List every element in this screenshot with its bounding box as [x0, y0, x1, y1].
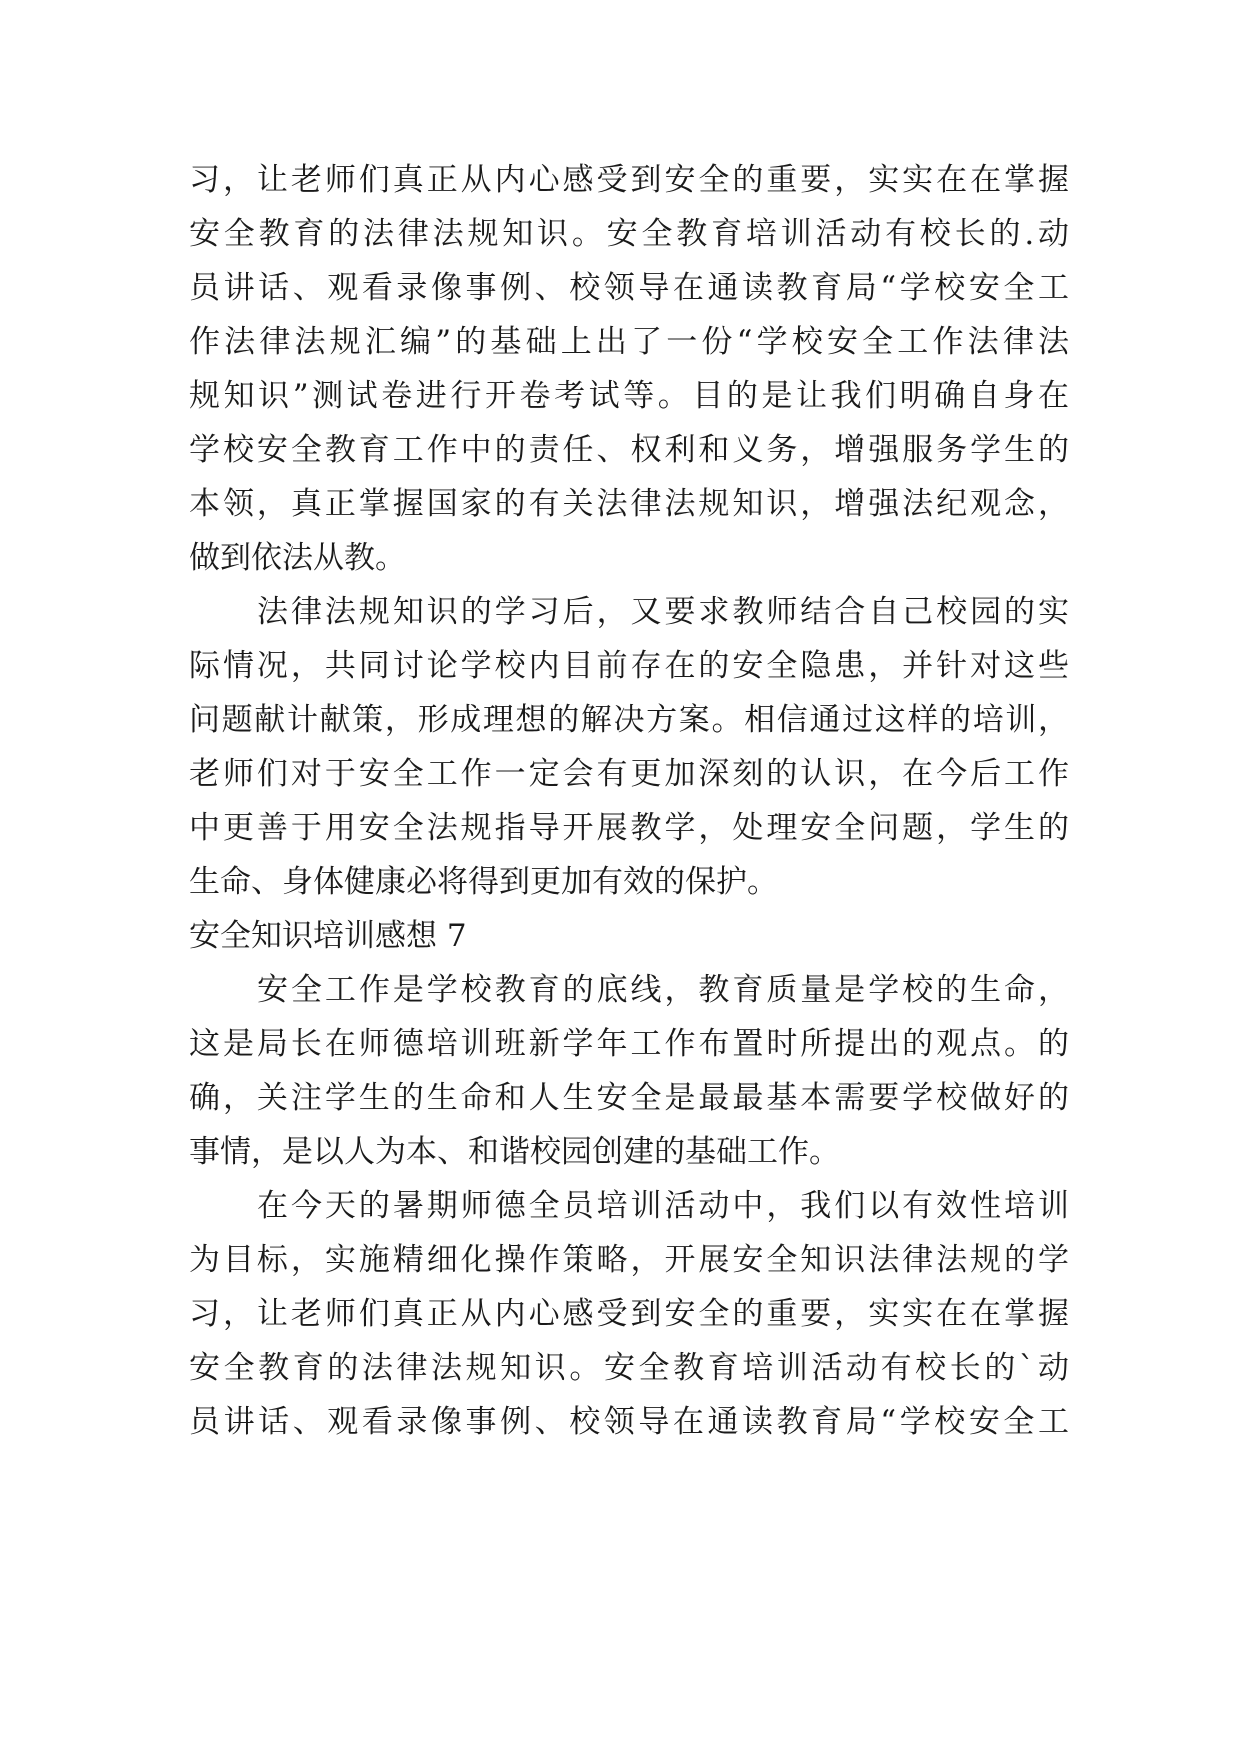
body-line: 学校安全教育工作中的责任、权利和义务，增强服务学生的 [189, 432, 1069, 468]
body-line: 问题献计献策，形成理想的解决方案。相信通过这样的培训， [189, 702, 1069, 738]
body-line: 为目标，实施精细化操作策略，开展安全知识法律法规的学 [189, 1242, 1069, 1278]
body-line: 员讲话、观看录像事例、校领导在通读教育局“学校安全工 [189, 1404, 1069, 1440]
paragraph-first-line: 在今天的暑期师德全员培训活动中，我们以有效性培训 [257, 1188, 1069, 1224]
section-heading: 安全知识培训感想 7 [189, 918, 467, 954]
body-line: 生命、身体健康必将得到更加有效的保护。 [189, 864, 778, 900]
body-line: 事情，是以人为本、和谐校园创建的基础工作。 [189, 1134, 840, 1170]
body-line: 做到依法从教。 [189, 540, 406, 576]
body-line: 确，关注学生的生命和人生安全是最最基本需要学校做好的 [189, 1080, 1069, 1116]
body-line: 安全教育的法律法规知识。安全教育培训活动有校长的`动 [189, 1350, 1069, 1386]
body-line: 际情况，共同讨论学校内目前存在的安全隐患，并针对这些 [189, 648, 1069, 684]
body-line: 安全教育的法律法规知识。安全教育培训活动有校长的.动 [189, 216, 1069, 252]
body-line: 习，让老师们真正从内心感受到安全的重要，实实在在掌握 [189, 1296, 1069, 1332]
body-line: 本领，真正掌握国家的有关法律法规知识，增强法纪观念， [189, 486, 1069, 522]
body-line: 习，让老师们真正从内心感受到安全的重要，实实在在掌握 [189, 162, 1069, 198]
paragraph-first-line: 安全工作是学校教育的底线，教育质量是学校的生命， [257, 972, 1069, 1008]
body-line: 员讲话、观看录像事例、校领导在通读教育局“学校安全工 [189, 270, 1069, 306]
body-line: 这是局长在师德培训班新学年工作布置时所提出的观点。的 [189, 1026, 1069, 1062]
body-line: 作法律法规汇编”的基础上出了一份“学校安全工作法律法 [189, 324, 1069, 360]
body-line: 规知识”测试卷进行开卷考试等。目的是让我们明确自身在 [189, 378, 1069, 414]
paragraph-first-line: 法律法规知识的学习后，又要求教师结合自己校园的实 [257, 594, 1069, 630]
body-line: 老师们对于安全工作一定会有更加深刻的认识，在今后工作 [189, 756, 1069, 792]
body-line: 中更善于用安全法规指导开展教学，处理安全问题，学生的 [189, 810, 1069, 846]
